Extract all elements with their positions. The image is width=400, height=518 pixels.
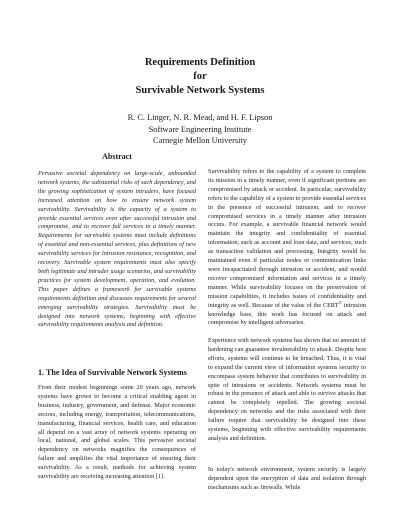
abstract-text [38, 170, 196, 330]
registered-mark: ® [338, 299, 342, 305]
right-column-paragraph-3 [208, 466, 366, 493]
survivability-definition-paragraph [208, 168, 366, 328]
author-institute: Software Engineering Institute [148, 124, 252, 134]
section-1-body [38, 384, 196, 482]
author-block [0, 112, 400, 147]
title-line-2: for [193, 71, 207, 82]
title-line-1: Requirements Definition [144, 57, 256, 68]
abstract-paragraph: Pervasive societal dependency on large-scale, unbounded network systems, the substantial risks of such dependency, and the growing sophistication of system intruders, have focused increased attention on how to ensure network system survivability. Survivability is the capacity of a system to provide essential services even after successful intrusion and compromise, and to recover full services in a timely manner. Requirements for survivable systems must include definitions of essential and non-essential services, plus definitions of new survivability services for intrusion resistance, recognition, and recovery. Survivable system requirements must also specify both legitimate and intruder usage scenarios, and survivability practices for system development, operation, and evolution. This paper defines a framework for survivable systems requirements definition and discusses requirements for several emerging survivability strategies. Survivability must be designed into network systems, beginning with effective survivability requirements analysis and definition. [38, 170, 196, 329]
author-names: R. C. Linger, N. R. Mead, and H. F. Lipson [127, 113, 273, 122]
author-university: Carnegie Mellon University [153, 136, 247, 145]
right-column-paragraph-1 [208, 168, 366, 328]
paper-title [0, 56, 400, 98]
section-1-paragraph-1: From their modest beginnings some 20 years ago, network systems have grown to become a critical enabling agent in business, industry, government, and defense. Major economic sectors, including energy, transportation, telecommunications, manufacturing, financial services, health care, and education all depend on a vast array of network systems operating on local, national, and global scales. This pervasive societal dependency on networks magnifies the consequences of failure and amplifies the vital importance of ensuring their survivability. As a result, methods for achieving system survivability are receiving increasing attention [1]. [38, 384, 196, 481]
paragraph-text-end: intrusion knowledge base, this work has focused on attack and compromise by intelligent adversaries. [208, 301, 366, 327]
right-column-paragraph-2 [208, 337, 366, 444]
paragraph-text: Survivability refers to the capability of a system to complete its mission in a timely manner, even if significant portions are compromised by attack or accident. In particular, survivability refers to the capability of a system to provide essential services in the presence of successful intrusion, and to recover compromised services in a timely manner after intrusion occurs. For example, a survivable financial network would maintain the integrity and confidentiality of essential information, such as account and loan data, and services, such as transaction validation and processing. Integrity would be maintained even if particular nodes or communication links were incapacitated through intrusion or accident, and would recover compromised information and services in a timely manner. While survivability focuses on the preservation of mission capabilities, it includes issues of confidentiality and integrity as well. Because of the value of the CERT [208, 168, 366, 309]
abstract-heading: Abstract [102, 152, 132, 161]
network-environment-paragraph: In today's network environment, system security is largely dependent upon the encryption of data and isolation through mechanisms such as firewalls. While [208, 466, 366, 491]
experience-paragraph: Experience with network systems has shown that no amount of hardening can guarantee invulnerability to attack. Despite best efforts, systems will continue to be breached. Thus, it is vital to expand the current view of information systems security to encompass system behavior that contributes to survivability in spite of intrusions or accidents. Network systems must be robust in the presence of attack and able to survive attacks that cannot be completely repelled. The growing societal dependency on networks and the risks associated with their failure require that survivability be designed into these systems, beginning with effective survivability requirements analysis and definition. [208, 337, 366, 442]
section-1-heading: 1. The Idea of Survivable Network Systems [38, 368, 187, 377]
title-line-3: Survivable Network Systems [135, 85, 265, 96]
